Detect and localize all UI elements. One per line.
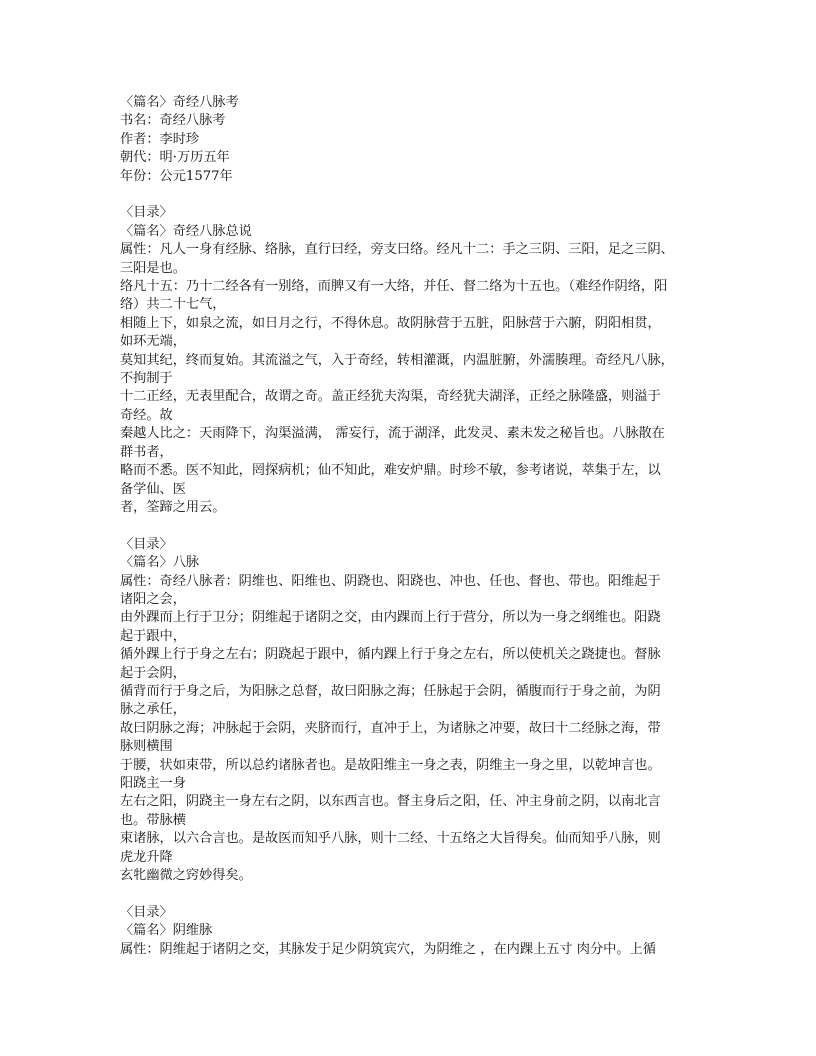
text-line: 秦越人比之：天雨降下，沟渠溢满， 霈妄行，流于湖泽，此发灵、素未发之秘旨也。八脉散在 (120, 426, 665, 442)
header-pian: 〈篇名〉奇经八脉考 (120, 95, 239, 110)
text-line: 三阳是也。 (120, 260, 186, 276)
text-line: 左右之阳，阴跷主一身左右之阴，以东西言也。督主身后之阳，任、冲主身前之阴，以南北言 (120, 794, 661, 810)
text-line: 起于会阴， (120, 665, 186, 681)
text-line: 者，筌蹄之用云。 (120, 499, 226, 515)
section-spacer (120, 885, 700, 903)
text-line: 脉之承任， (120, 702, 186, 718)
text-line: 不拘制于 (120, 371, 173, 387)
text-line: 束诸脉，以六合言也。是故医而知乎八脉，则十二经、十五络之大旨得矣。仙而知乎八脉，则 (120, 831, 661, 847)
text-line: 络）共二十七气， (120, 297, 226, 313)
text-line: 循背而行于身之后，为阳脉之总督，故曰阳脉之海；任脉起于会阴，循腹而行于身之前，为阴 (120, 683, 661, 699)
header-dynasty: 朝代：明·万历五年 (120, 150, 230, 166)
toc-label: 〈目录〉 (120, 904, 173, 920)
text-line: 虎龙升降 (120, 849, 173, 865)
text-line: 群书者， (120, 444, 173, 460)
section-block (120, 204, 700, 517)
text-line: 于腰，状如束带，所以总约诸脉者也。是故阳维主一身之表，阴维主一身之里，以乾坤言也。 (120, 757, 661, 773)
section-block (120, 904, 700, 959)
section-title: 〈篇名〉奇经八脉总说 (120, 223, 252, 239)
text-line: 十二正经，无表里配合，故谓之奇。盖正经犹夫沟渠，奇经犹夫湖泽，正经之脉隆盛，则溢于 (120, 389, 661, 405)
header-author: 作者：李时珍 (120, 131, 200, 147)
text-line: 也。带脉横 (120, 812, 186, 828)
text-line: 络凡十五：乃十二经各有一别络，而脾又有一大络，并任、督二络为十五也。（难经作阴络，阳 (120, 279, 668, 295)
document-header (120, 94, 700, 186)
text-line: 故曰阴脉之海；冲脉起于会阴，夹脐而行，直冲于上，为诸脉之冲要，故曰十二经脉之海，带 (120, 720, 661, 736)
text-line: 阳跷主一身 (120, 776, 186, 791)
text-line: 脉则横围 (120, 739, 173, 755)
toc-label: 〈目录〉 (120, 205, 173, 221)
text-line: 莫知其纪，终而复始。其流溢之气，入于奇经，转相灌溉，内温脏腑，外濡腠理。奇经凡八脉， (120, 352, 674, 368)
text-line: 循外踝上行于身之左右；阴跷起于跟中，循内踝上行于身之左右，所以使机关之跷捷也。督脉 (120, 647, 661, 663)
text-line: 玄牝幽微之窍妙得矣。 (120, 868, 252, 884)
text-line: 如环无端， (120, 334, 186, 350)
header-year: 年份：公元1577年 (120, 168, 233, 184)
text-line: 属性：凡人一身有经脉、络脉，直行曰经，旁支曰络。经凡十二：手之三阴、三阳，足之三阴、 (120, 242, 674, 258)
section-spacer (120, 186, 700, 204)
text-line: 起于跟中， (120, 628, 186, 644)
text-line: 奇经。故 (120, 407, 173, 423)
document-page (120, 94, 700, 959)
text-line: 相随上下，如泉之流，如日月之行，不得休息。故阴脉营于五脏，阳脉营于六腑，阴阳相贯， (120, 315, 661, 331)
document-sections (120, 186, 700, 959)
text-line: 诸阳之会， (120, 591, 186, 607)
section-spacer (120, 517, 700, 535)
header-book: 书名：奇经八脉考 (120, 113, 226, 129)
text-line: 备学仙、医 (120, 481, 186, 497)
section-title: 〈篇名〉八脉 (120, 555, 200, 571)
text-line: 属性：奇经八脉者：阴维也、阳维也、阴跷也、阳跷也、冲也、任也、督也、带也。阳维起于 (120, 573, 661, 589)
text-line: 由外踝而上行于卫分；阴维起于诸阴之交，由内踝而上行于营分，所以为一身之纲维也。阳跷 (120, 610, 661, 626)
text-line: 略而不悉。医不知此，罔探病机；仙不知此，难安炉鼎。时珍不敏，参考诸说，萃集于左，以 (120, 463, 661, 479)
section-block (120, 536, 700, 886)
toc-label: 〈目录〉 (120, 536, 173, 552)
text-line: 属性：阴维起于诸阴之交，其脉发于足少阴筑宾穴，为阴维之 ，在内踝上五寸 肉分中。上循 (120, 941, 656, 957)
section-title: 〈篇名〉阴维脉 (120, 923, 213, 939)
